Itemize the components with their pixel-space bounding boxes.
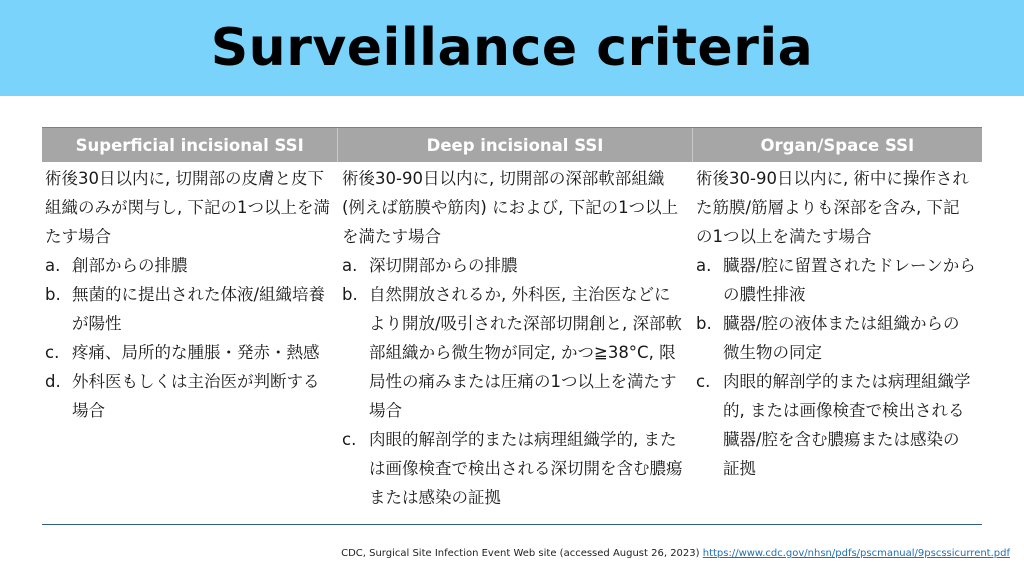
deep-criteria-cell [338, 162, 692, 512]
list-marker: a. [45, 256, 61, 275]
list-item [696, 309, 976, 367]
list-marker: a. [696, 256, 712, 275]
header-superficial: Superficial incisional SSI [42, 128, 338, 162]
list-text: 無菌的に提出された体液/組織培養が陽性 [72, 285, 326, 333]
header-deep: Deep incisional SSI [338, 128, 692, 162]
citation-text: CDC, Surgical Site Infection Event Web site (accessed August 26, 2023) [341, 548, 700, 559]
list-text: 疼痛、局所的な腫脹・発赤・熱感 [72, 343, 320, 362]
list-text: 肉眼的解剖学的または病理組織学的, または画像検査で検出される臓器/腔を含む膿瘍または感染の証拠 [723, 372, 971, 478]
slide-title: Surveillance criteria [210, 18, 814, 78]
list-text: 創部からの排膿 [72, 256, 188, 275]
list-item [342, 280, 684, 425]
list-item [696, 367, 976, 483]
organ-space-criteria-cell [692, 162, 982, 512]
list-text: 外科医もしくは主治医が判断する場合 [72, 372, 320, 420]
list-item [45, 280, 332, 338]
header-organ-space: Organ/Space SSI [760, 135, 915, 155]
list-marker: a. [342, 256, 358, 275]
deep-intro: 術後30-90日以内に, 切開部の深部軟部組織(例えば筋膜や筋肉) におよび, 下記の1つ以上を満たす場合 [342, 169, 679, 246]
criteria-table [42, 127, 982, 525]
list-text: 深切開部からの排膿 [369, 256, 518, 275]
list-item [342, 425, 684, 512]
list-marker: b. [342, 285, 358, 304]
list-marker: d. [45, 372, 61, 391]
list-text: 臓器/腔に留置されたドレーンからの膿性排液 [723, 256, 976, 304]
table-body-row [42, 162, 982, 524]
list-marker: b. [45, 285, 61, 304]
list-marker: c. [342, 430, 357, 449]
list-marker: b. [696, 314, 712, 333]
organ-space-intro: 術後30-90日以内に, 術中に操作された筋膜/筋層よりも深部を含み, 下記の1つ以上を満たす場合 [696, 169, 969, 246]
table-header-row [42, 127, 982, 162]
citation-footer [341, 548, 1010, 559]
list-marker: c. [45, 343, 60, 362]
list-item [696, 251, 976, 309]
citation-link[interactable]: https://www.cdc.gov/nhsn/pdfs/pscmanual/9pscssicurrent.pdf [702, 548, 1010, 559]
list-item [45, 338, 332, 367]
list-item [45, 367, 332, 425]
superficial-intro: 術後30日以内に, 切開部の皮膚と皮下組織のみが関与し, 下記の1つ以上を満たす場合 [45, 169, 330, 246]
list-item [342, 251, 684, 280]
list-item [45, 251, 332, 280]
list-marker: c. [696, 372, 711, 391]
superficial-criteria-cell [42, 162, 338, 512]
title-bar [0, 0, 1024, 96]
list-text: 肉眼的解剖学的または病理組織学的, または画像検査で検出される深切開を含む膿瘍または感染の証拠 [369, 430, 683, 507]
list-text: 自然開放されるか, 外科医, 主治医などにより開放/吸引された深部切開創と, 深部軟部組織から微生物が同定, かつ≧38°C, 限局性の痛みまたは圧痛の1つ以上を満たす場合 [369, 285, 683, 420]
list-text: 臓器/腔の液体または組織からの微生物の同定 [723, 314, 960, 362]
